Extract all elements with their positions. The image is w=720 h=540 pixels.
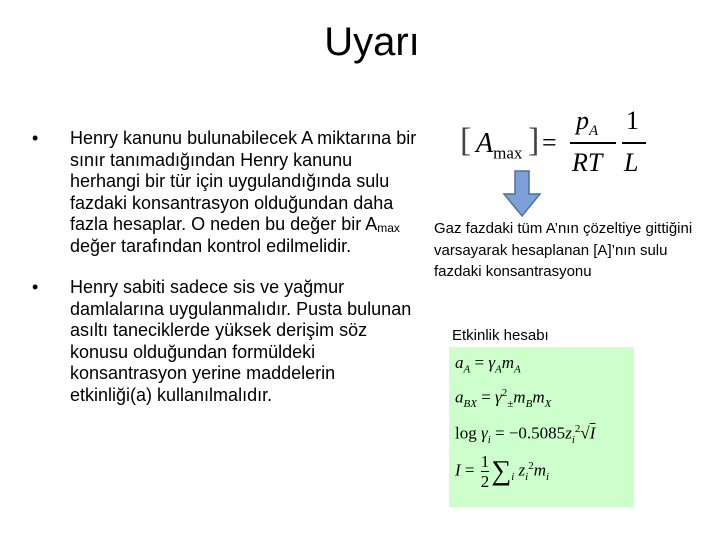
formula-denominator-l: L	[624, 148, 639, 177]
bullet-marker: •	[32, 277, 39, 297]
equation-log-gamma: $\log \gamma_i = -0.5085z_i^2√I$	[455, 423, 596, 447]
fraction-bar	[622, 142, 646, 144]
page-title: Uyarı	[324, 20, 420, 64]
activity-label: Etkinlik hesabı	[452, 327, 549, 344]
bullet-text: Henry kanunu bulunabilecek A miktarına bir sınır tanımadığından Henry kanunu herhangi bir tür için uygulandığında sulu fazdaki konsantrasyon olduğundan daha fazla hesaplar. O neden bu değer bir A	[70, 128, 417, 234]
formula-numerator-one: 1	[626, 106, 639, 135]
concentration-note: Gaz fazdaki tüm A’nın çözeltiye gittiğini varsayarak hesaplanan [A]’nın sulu fazdaki konsantrasyonu	[434, 220, 693, 280]
equation-ionic-strength: I = $\frac{1}{2}$ $\sum_i$ $z_i^2m_i$	[455, 452, 550, 491]
formula-equals: =	[542, 128, 557, 157]
formula-denominator-rt: RT	[572, 148, 603, 177]
bullet-item-henry-constant	[30, 277, 420, 406]
amax-formula	[458, 104, 658, 184]
formula-numerator-pa: $p_A$	[576, 106, 599, 140]
down-arrow-icon	[502, 170, 542, 218]
bullet-item-henry-limit	[30, 128, 420, 257]
activity-equations-box	[449, 347, 634, 507]
bullet-text-end: değer tarafından kontrol edilmelidir.	[70, 235, 352, 256]
equation-activity-bx: $a_{BX} = \gamma^2_\pm m_Bm_X$	[455, 387, 552, 411]
bullet-marker: •	[32, 128, 39, 148]
formula-variable: $A_{max}$	[476, 128, 523, 163]
fraction-bar	[570, 142, 616, 144]
formula-right-bracket: ]	[528, 122, 540, 159]
bullet-text: Henry sabiti sadece sis ve yağmur damlalarına uygulanmalıdır. Pusta bulunan asıltı taneciklerde yüksek derişim söz konusu olduğundan formüldeki konsantrasyon yerine maddelerin etkinliği(a) kullanılmalıdır.	[70, 277, 412, 405]
bullet-list	[30, 128, 420, 426]
formula-left-bracket: [	[460, 122, 472, 159]
equation-activity-a: $a_A = \gamma_Am_A$	[455, 353, 521, 376]
bullet-subscript: max	[377, 221, 400, 235]
